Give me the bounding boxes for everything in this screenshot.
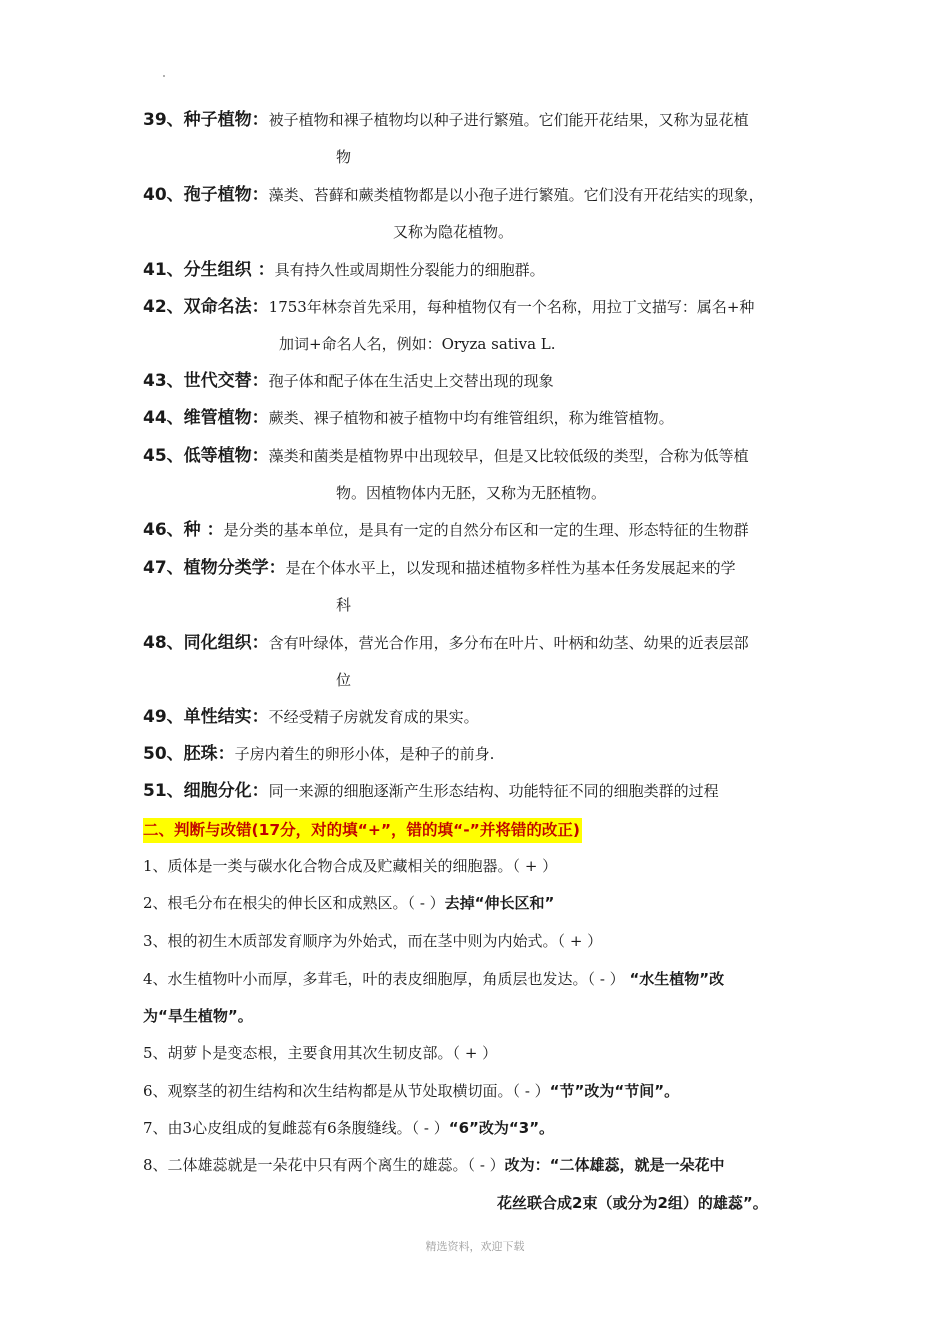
definition-text: 不经受精子房就发育成的果实。 (268, 708, 479, 726)
definition-49 (143, 706, 479, 728)
definition-40 (143, 184, 764, 206)
term: 分生组织 (183, 260, 252, 280)
separator: ： (251, 110, 269, 130)
item-number: 46、 (143, 520, 184, 540)
definition-45 (143, 445, 749, 467)
scan-speck (163, 75, 165, 77)
item-number: 43、 (143, 371, 184, 391)
item-number: 42、 (143, 297, 184, 317)
judgment-text: 5、胡萝卜是变态根，主要食用其次生韧皮部。（ + ） (143, 1044, 498, 1062)
definition-41 (143, 259, 545, 281)
judgment-8 (143, 1154, 725, 1176)
item-number: 39、 (143, 110, 184, 130)
judgment-2 (143, 892, 554, 914)
term: 同化组织 (183, 633, 252, 653)
judgment-7 (143, 1117, 554, 1139)
term: 维管植物 (183, 408, 252, 428)
item-number: 47、 (143, 558, 184, 578)
judgment-text: 1、质体是一类与碳水化合物合成及贮藏相关的细胞器。（ + ） (143, 857, 558, 875)
definition-text: 藻类、苔藓和蕨类植物都是以小孢子进行繁殖。它们没有开花结实的现象， (268, 186, 764, 204)
page-footer: 精选资料，欢迎下载 (425, 1240, 525, 1253)
definition-text: 是分类的基本单位，是具有一定的自然分布区和一定的生理、形态特征的生物群 (223, 521, 749, 539)
separator: ： (251, 781, 269, 801)
definition-48-continued: 位 (336, 671, 352, 689)
judgment-4-continued: 为“旱生植物”。 (143, 1007, 253, 1025)
separator: ： (251, 408, 269, 428)
correction-text: “6”改为“3”。 (448, 1119, 555, 1137)
definition-50 (143, 743, 494, 765)
definition-44 (143, 407, 674, 429)
definition-text: 孢子体和配子体在生活史上交替出现的现象 (268, 372, 554, 390)
correction-text: 改为：“二体雄蕊，就是一朵花中 (504, 1156, 725, 1174)
term: 种子植物 (183, 110, 252, 130)
definition-46 (143, 519, 749, 541)
judgment-5 (143, 1042, 497, 1064)
judgment-text: 3、根的初生木质部发育顺序为外始式，而在茎中则为内始式。（ + ） (143, 932, 603, 950)
term: 孢子植物 (183, 185, 252, 205)
definition-39 (143, 109, 749, 131)
definition-42-continued: 加词+命名人名，例如：Oryza sativa L. (279, 335, 556, 353)
definition-text: 1753年林奈首先采用，每种植物仅有一个名称，用拉丁文描写：属名+种 (268, 298, 755, 316)
definition-40-continued: 又称为隐花植物。 (393, 223, 514, 241)
correction-text: “水生植物”改 (629, 970, 725, 988)
item-number: 44、 (143, 408, 184, 428)
term: 种 (183, 520, 201, 540)
judgment-4 (143, 968, 724, 990)
judgment-8-continued: 花丝联合成2束（或分为2组）的雄蕊”。 (497, 1194, 768, 1212)
definition-42 (143, 296, 754, 318)
definition-43 (143, 370, 554, 392)
definition-51 (143, 780, 719, 802)
judgment-text: 2、根毛分布在根尖的伸长区和成熟区。（ - ） (143, 894, 445, 912)
item-number: 48、 (143, 633, 184, 653)
definition-text: 含有叶绿体，营光合作用，多分布在叶片、叶柄和幼茎、幼果的近表层部 (268, 634, 749, 652)
definition-text: 是在个体水平上，以发现和描述植物多样性为基本任务发展起来的学 (285, 559, 736, 577)
term: 植物分类学 (183, 558, 269, 578)
definition-48 (143, 632, 749, 654)
term: 细胞分化 (183, 781, 252, 801)
section-heading: 二、判断与改错(17分，对的填“+”，错的填“-”并将错的改正) (143, 818, 582, 843)
definition-39-continued: 物 (336, 148, 352, 166)
definition-47 (143, 557, 736, 579)
separator: ： (251, 707, 269, 727)
judgment-3 (143, 930, 602, 952)
definition-45-continued: 物。因植物体内无胚，又称为无胚植物。 (336, 484, 607, 502)
judgment-text: 4、水生植物叶小而厚，多茸毛，叶的表皮细胞厚，角质层也发达。（ - ） (143, 970, 625, 988)
judgment-text: 7、由3心皮组成的复雌蕊有6条腹缝线。（ - ） (143, 1119, 449, 1137)
judgment-1 (143, 855, 557, 877)
definition-text: 被子植物和裸子植物均以种子进行繁殖。它们能开花结果，又称为显花植 (268, 111, 749, 129)
term: 胚珠 (183, 744, 218, 764)
item-number: 45、 (143, 446, 184, 466)
judgment-text: 6、观察茎的初生结构和次生结构都是从节处取横切面。（ - ） (143, 1082, 550, 1100)
definition-text: 同一来源的细胞逐渐产生形态结构、功能特征不同的细胞类群的过程 (268, 782, 719, 800)
definition-text: 子房内着生的卵形小体，是种子的前身. (234, 745, 495, 763)
item-number: 49、 (143, 707, 184, 727)
item-number: 50、 (143, 744, 184, 764)
term: 双命名法 (183, 297, 252, 317)
term: 低等植物 (183, 446, 252, 466)
separator: ： (217, 744, 235, 764)
item-number: 51、 (143, 781, 184, 801)
separator: ： (251, 371, 269, 391)
item-number: 41、 (143, 260, 184, 280)
correction-text: 去掉“伸长区和” (444, 894, 555, 912)
correction-text: “节”改为“节间”。 (549, 1082, 680, 1100)
judgment-text: 8、二体雄蕊就是一朵花中只有两个离生的雄蕊。（ - ） (143, 1156, 505, 1174)
definition-text: 藻类和菌类是植物界中出现较早，但是又比较低级的类型，合称为低等植 (268, 447, 749, 465)
definition-47-continued: 科 (336, 596, 352, 614)
separator: ： (200, 520, 224, 540)
separator: ： (251, 297, 269, 317)
separator: ： (268, 558, 286, 578)
separator: ： (251, 185, 269, 205)
term: 世代交替 (183, 371, 252, 391)
item-number: 40、 (143, 185, 184, 205)
term: 单性结实 (183, 707, 252, 727)
judgment-6 (143, 1080, 679, 1102)
separator: ： (251, 446, 269, 466)
definition-text: 具有持久性或周期性分裂能力的细胞群。 (274, 261, 545, 279)
definition-text: 蕨类、裸子植物和被子植物中均有维管组织，称为维管植物。 (268, 409, 674, 427)
separator: ： (251, 260, 275, 280)
separator: ： (251, 633, 269, 653)
